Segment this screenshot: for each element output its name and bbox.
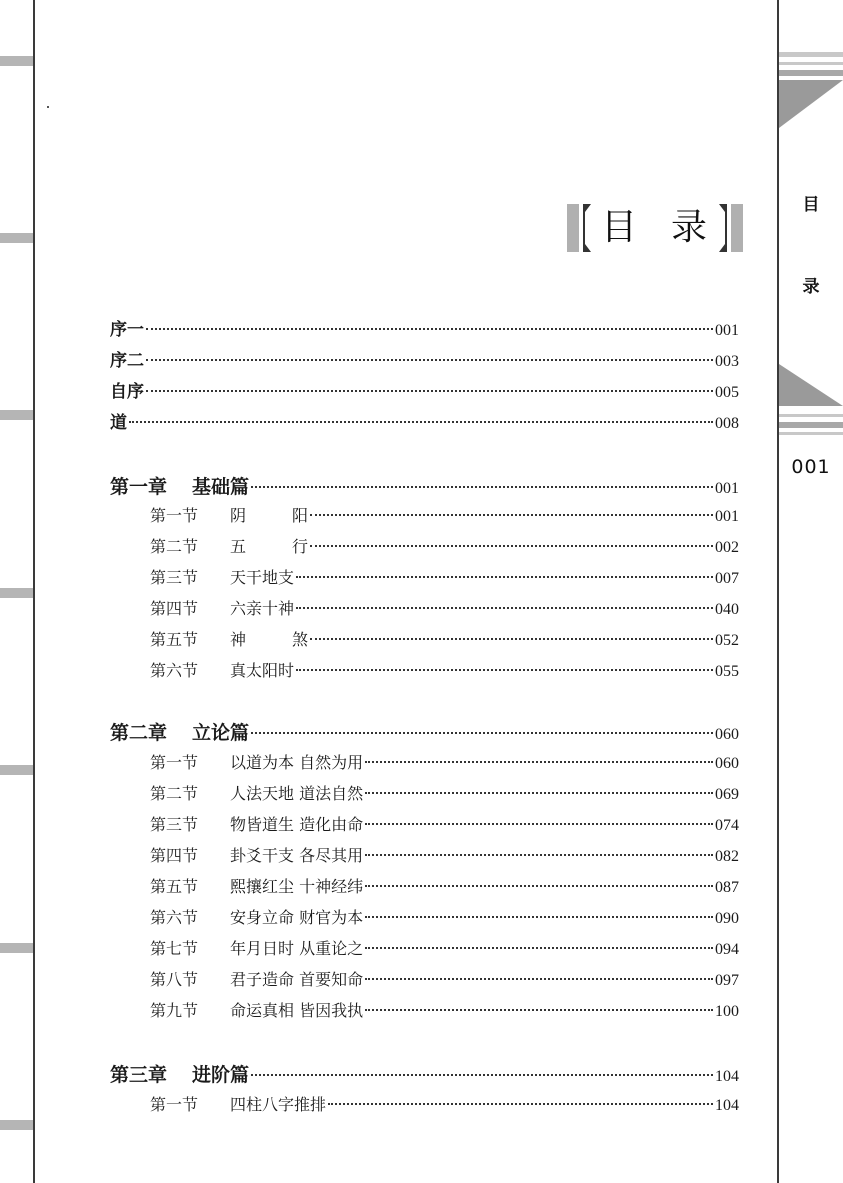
toc-title-text <box>601 200 711 256</box>
toc-section[interactable] <box>150 625 739 655</box>
dot-leader <box>365 854 713 856</box>
toc-page-number: 090 <box>715 910 739 927</box>
dot-leader <box>146 390 713 392</box>
dot-leader <box>146 328 713 330</box>
toc-section-label <box>150 594 294 624</box>
toc-page-number: 052 <box>715 632 739 649</box>
toc-title-char: 录 <box>671 207 708 248</box>
side-page-number: 001 <box>791 456 831 478</box>
toc-page-number: 094 <box>715 941 739 958</box>
edge-thumb-mark <box>0 765 33 775</box>
toc-chapter[interactable] <box>110 1060 739 1090</box>
toc-section-label <box>150 965 363 995</box>
toc-page-number: 001 <box>715 480 739 497</box>
toc-section-label <box>150 872 363 902</box>
toc-entry-label: 序二 <box>110 351 144 371</box>
toc-page-number: 082 <box>715 848 739 865</box>
chapter-number: 第一章 <box>110 476 168 498</box>
toc-chapter[interactable] <box>110 718 739 748</box>
chapter-number: 第三章 <box>110 1064 168 1086</box>
toc-page-number: 002 <box>715 539 739 556</box>
section-number: 第一节 <box>150 753 199 772</box>
toc-section[interactable] <box>150 563 739 593</box>
toc-entry[interactable] <box>110 377 739 407</box>
toc-section[interactable] <box>150 841 739 871</box>
toc-page-number: 001 <box>715 508 739 525</box>
section-number: 第七节 <box>150 939 199 958</box>
toc-section[interactable] <box>150 965 739 995</box>
section-title: 人法天地 道法自然 <box>230 784 364 803</box>
toc-section[interactable] <box>150 656 739 686</box>
chapter-number: 第二章 <box>110 722 168 744</box>
side-tab-char: 目 <box>802 195 820 215</box>
section-number: 第一节 <box>150 506 199 525</box>
section-title-part: 煞 <box>292 630 309 649</box>
section-number: 第三节 <box>150 815 199 834</box>
section-number: 第一节 <box>150 1095 199 1114</box>
toc-chapter-label <box>110 718 249 748</box>
toc-page-number: 100 <box>715 1003 739 1020</box>
section-title: 真太阳时 <box>230 661 295 680</box>
toc-page-number: 060 <box>715 726 739 743</box>
tab-line <box>779 432 843 435</box>
tab-line <box>779 414 843 417</box>
toc-section-label <box>150 748 363 778</box>
section-title: 物皆道生 造化由命 <box>230 815 364 834</box>
right-bracket-ornament <box>715 204 745 252</box>
toc-section[interactable] <box>150 1090 739 1120</box>
dot-leader <box>310 638 713 640</box>
toc-page-number: 104 <box>715 1097 739 1114</box>
section-title-part: 神 <box>230 630 247 649</box>
section-title-part: 五 <box>230 537 247 556</box>
chapter-name: 进阶篇 <box>192 1064 250 1086</box>
toc-section-label <box>150 934 363 964</box>
chapter-name: 基础篇 <box>192 476 250 498</box>
section-title: 卦爻干支 各尽其用 <box>230 846 364 865</box>
side-tab-char: 录 <box>802 277 820 297</box>
section-number: 第二节 <box>150 537 199 556</box>
tab-top-wedge <box>779 80 843 128</box>
toc-entry-label: 序一 <box>110 320 144 340</box>
dot-leader <box>296 607 713 609</box>
toc-entry[interactable] <box>110 346 739 376</box>
toc-entry[interactable] <box>110 315 739 345</box>
section-number: 第四节 <box>150 599 199 618</box>
tab-line <box>779 422 843 428</box>
dot-leader <box>365 792 713 794</box>
toc-section-label <box>150 501 308 531</box>
dot-leader <box>310 545 713 547</box>
edge-thumb-mark <box>0 56 33 66</box>
tab-line <box>779 62 843 65</box>
dot-leader <box>365 1009 713 1011</box>
toc-title-char: 目 <box>601 207 638 248</box>
dot-leader <box>365 916 713 918</box>
section-number: 第八节 <box>150 970 199 989</box>
toc-section-label <box>150 656 294 686</box>
toc-section-label <box>150 810 363 840</box>
dot-leader <box>365 823 713 825</box>
toc-page-number: 074 <box>715 817 739 834</box>
toc-section[interactable] <box>150 903 739 933</box>
section-title: 君子造命 首要知命 <box>230 970 364 989</box>
section-title: 熙攘红尘 十神经纬 <box>230 877 364 896</box>
section-title: 天干地支 <box>230 568 295 587</box>
dot-leader <box>296 669 713 671</box>
dot-leader <box>251 486 713 488</box>
section-title-part: 行 <box>292 537 309 556</box>
toc-section[interactable] <box>150 501 739 531</box>
toc-section[interactable] <box>150 996 739 1026</box>
edge-thumb-mark <box>0 410 33 420</box>
toc-chapter-label <box>110 472 249 502</box>
toc-chapter-label <box>110 1060 249 1090</box>
toc-page-number: 001 <box>715 322 739 339</box>
toc-page-number: 069 <box>715 786 739 803</box>
dot-leader <box>365 885 713 887</box>
toc-title <box>565 200 745 256</box>
toc-section-label <box>150 779 363 809</box>
section-number: 第九节 <box>150 1001 199 1020</box>
toc-page-number: 008 <box>715 415 739 432</box>
toc-page-number: 005 <box>715 384 739 401</box>
section-title: 安身立命 财官为本 <box>230 908 364 927</box>
toc-section[interactable] <box>150 748 739 778</box>
dot-leader <box>251 1074 713 1076</box>
toc-page-number: 040 <box>715 601 739 618</box>
toc-section-label <box>150 996 363 1026</box>
toc-page-number: 007 <box>715 570 739 587</box>
dot-leader <box>328 1103 713 1105</box>
section-number: 第三节 <box>150 568 199 587</box>
section-title: 以道为本 自然为用 <box>230 753 364 772</box>
chapter-name: 立论篇 <box>192 722 250 744</box>
toc-page-number: 087 <box>715 879 739 896</box>
section-title: 四柱八字推排 <box>230 1095 327 1114</box>
toc-section[interactable] <box>150 594 739 624</box>
section-title: 年月日时 从重论之 <box>230 939 364 958</box>
section-number: 第四节 <box>150 846 199 865</box>
toc-entry[interactable] <box>110 408 739 438</box>
toc-page-number: 104 <box>715 1068 739 1085</box>
edge-thumb-mark <box>0 233 33 243</box>
toc-section-label <box>150 532 308 562</box>
section-title: 六亲十神 <box>230 599 295 618</box>
toc-page-number: 003 <box>715 353 739 370</box>
toc-page-number: 097 <box>715 972 739 989</box>
dot-leader <box>146 359 713 361</box>
right-margin-rule <box>777 0 779 1183</box>
left-bracket-ornament <box>565 204 595 252</box>
toc-section-label <box>150 625 308 655</box>
toc-chapter[interactable] <box>110 472 739 502</box>
section-title-part: 阴 <box>230 506 247 525</box>
edge-thumb-mark <box>0 943 33 953</box>
edge-thumb-mark <box>0 1120 33 1130</box>
left-margin-rule <box>33 0 35 1183</box>
dot-leader <box>310 514 713 516</box>
toc-page-number: 055 <box>715 663 739 680</box>
dot-leader <box>365 978 713 980</box>
toc-entry-label: 自序 <box>110 382 144 402</box>
toc-page-number: 060 <box>715 755 739 772</box>
dot-leader <box>296 576 713 578</box>
toc-section-label <box>150 1090 326 1120</box>
toc-section[interactable] <box>150 810 739 840</box>
dot-leader <box>251 732 713 734</box>
toc-section[interactable] <box>150 779 739 809</box>
section-title: 命运真相 皆因我执 <box>230 1001 364 1020</box>
tab-line <box>779 52 843 57</box>
dot-leader <box>129 421 713 423</box>
tab-line <box>779 70 843 76</box>
edge-thumb-mark <box>0 588 33 598</box>
section-number: 第二节 <box>150 784 199 803</box>
toc-section-label <box>150 903 363 933</box>
toc-section[interactable] <box>150 872 739 902</box>
section-number: 第六节 <box>150 661 199 680</box>
section-number: 第五节 <box>150 630 199 649</box>
section-number: 第五节 <box>150 877 199 896</box>
dot-leader <box>365 761 713 763</box>
stray-mark <box>47 106 49 108</box>
toc-section-label <box>150 841 363 871</box>
section-number: 第六节 <box>150 908 199 927</box>
toc-section-label <box>150 563 294 593</box>
section-title-part: 阳 <box>292 506 309 525</box>
toc-section[interactable] <box>150 532 739 562</box>
toc-section[interactable] <box>150 934 739 964</box>
toc-entry-label: 道 <box>110 413 127 433</box>
dot-leader <box>365 947 713 949</box>
